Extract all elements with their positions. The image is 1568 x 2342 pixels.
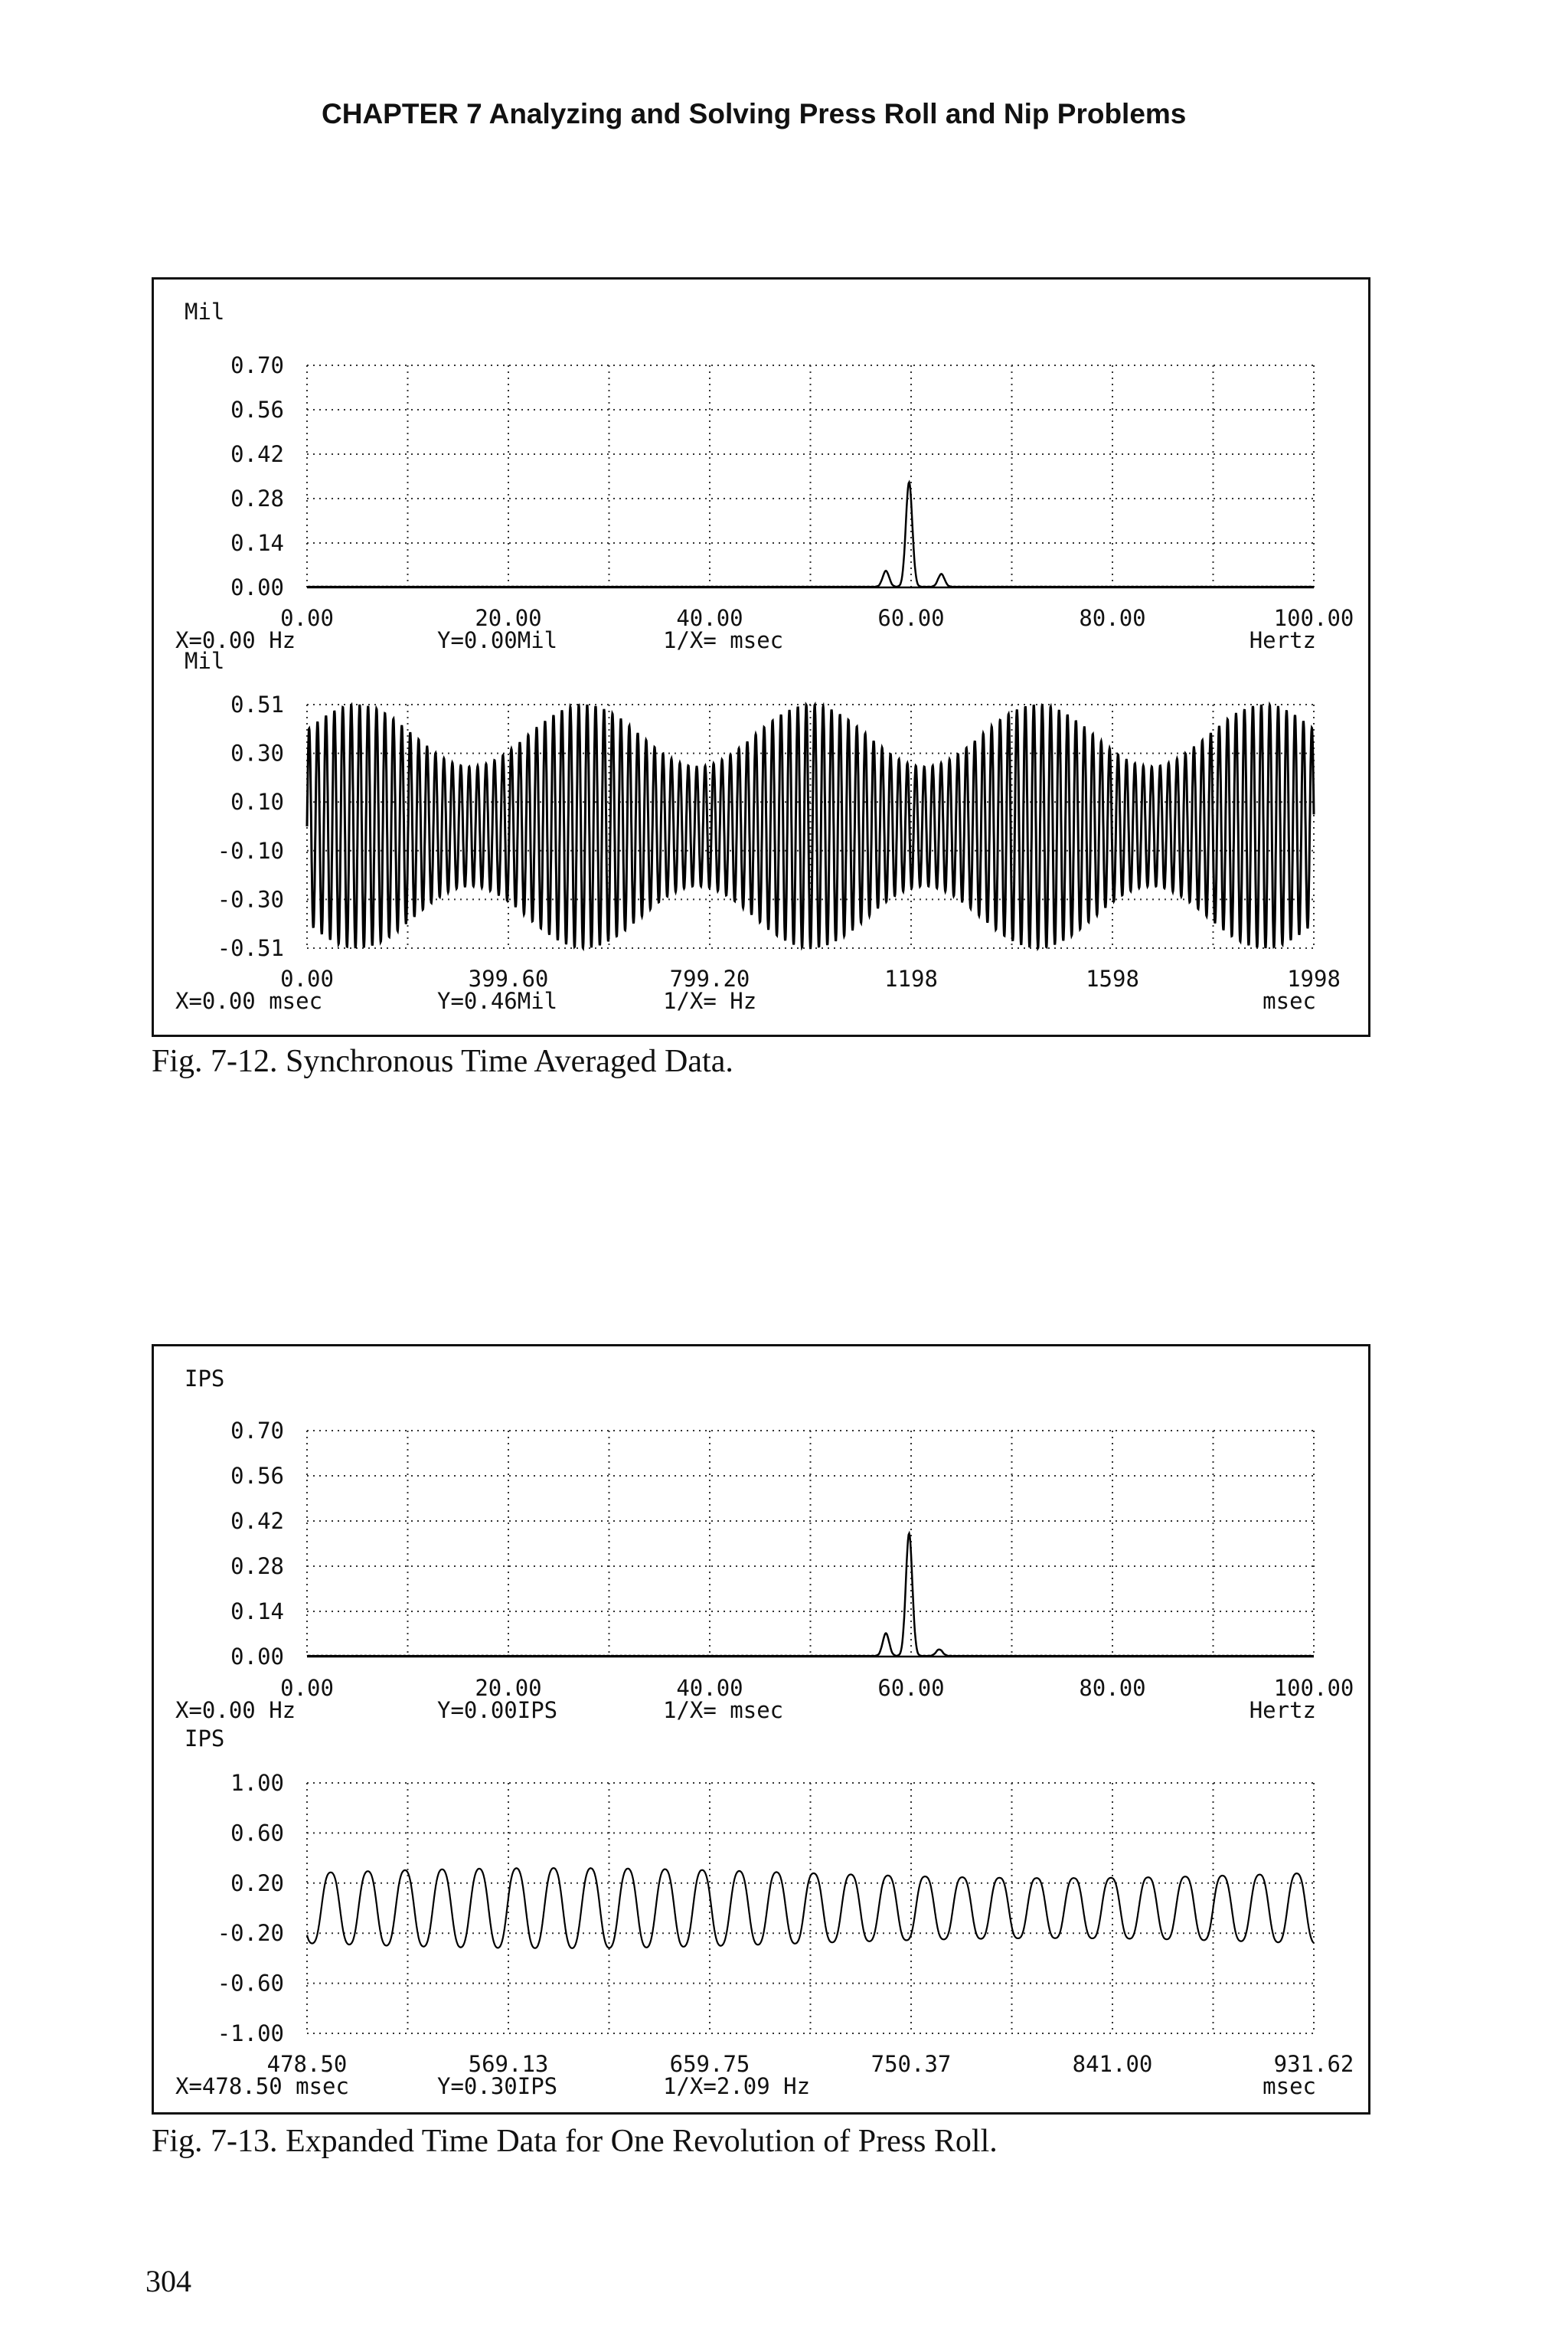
- fig0-spectrum-readout-unit: Hertz: [1249, 627, 1316, 653]
- fig1-waveform-ytick-label: -0.60: [217, 1970, 284, 1997]
- fig1-waveform-xtick-label: 931.62: [1273, 2051, 1354, 2077]
- fig0-waveform-xtick-label: 1198: [884, 966, 938, 992]
- figure-7-13-frame: [152, 1344, 1370, 2115]
- fig0-spectrum-xtick-label: 80.00: [1079, 605, 1146, 631]
- fig1-waveform-readout-inv: 1/X=2.09 Hz: [663, 2073, 811, 2099]
- fig1-spectrum-ytick-label: 0.70: [230, 1418, 284, 1444]
- fig0-waveform-unit-label: Mil: [185, 648, 225, 674]
- fig0-spectrum-ytick-label: 0.42: [230, 441, 284, 467]
- fig0-spectrum-xtick-label: 60.00: [877, 605, 945, 631]
- fig1-spectrum-xtick-label: 100.00: [1273, 1675, 1354, 1701]
- fig0-spectrum-xtick-label: 20.00: [475, 605, 542, 631]
- fig1-waveform-ytick-label: 0.20: [230, 1869, 284, 1896]
- fig0-waveform-ytick-label: -0.51: [217, 935, 284, 961]
- fig1-spectrum-ytick-label: 0.28: [230, 1553, 284, 1579]
- fig0-spectrum-ytick-label: 0.56: [230, 397, 284, 423]
- fig1-waveform-xtick-label: 478.50: [266, 2051, 348, 2077]
- fig0-spectrum-xtick-label: 40.00: [676, 605, 743, 631]
- fig0-spectrum-readout-inv: 1/X= msec: [663, 627, 784, 653]
- chapter-header: CHAPTER 7 Analyzing and Solving Press Roll and Nip Problems: [322, 98, 1187, 129]
- fig1-spectrum-readout-x: X=0.00 Hz: [175, 1697, 296, 1723]
- fig0-spectrum-ytick-label: 0.00: [230, 574, 284, 600]
- fig1-waveform-unit-label: IPS: [185, 1725, 225, 1752]
- fig1-waveform-ytick-label: -0.20: [217, 1920, 284, 1947]
- fig1-spectrum-xtick-label: 0.00: [280, 1675, 334, 1701]
- fig0-waveform-waveform-line: [307, 705, 1314, 948]
- fig0-waveform-xtick-label: 399.60: [468, 966, 549, 992]
- fig1-spectrum-readout-y: Y=0.00IPS: [437, 1697, 558, 1723]
- figure-7-13-caption: Fig. 7-13. Expanded Time Data for One Revolution of Press Roll.: [152, 2124, 998, 2159]
- fig1-waveform-ytick-label: 0.60: [230, 1820, 284, 1846]
- fig1-waveform-xtick-label: 659.75: [669, 2051, 750, 2077]
- fig0-waveform-ytick-label: 0.10: [230, 789, 284, 816]
- fig1-waveform-readout-unit: msec: [1263, 2073, 1316, 2099]
- fig0-spectrum-xtick-label: 100.00: [1273, 605, 1354, 631]
- fig1-waveform-readout-x: X=478.50 msec: [175, 2073, 349, 2099]
- fig1-spectrum-spectrum-line: [307, 1533, 1314, 1656]
- fig0-waveform-readout-y: Y=0.46Mil: [437, 988, 558, 1014]
- fig0-waveform-readout-x: X=0.00 msec: [175, 988, 323, 1014]
- fig1-spectrum-ytick-label: 0.00: [230, 1644, 284, 1670]
- fig0-spectrum-readout-y: Y=0.00Mil: [437, 627, 558, 653]
- fig0-spectrum-xtick-label: 0.00: [280, 605, 334, 631]
- fig0-waveform-ytick-label: 0.30: [230, 740, 284, 767]
- fig0-waveform-xtick-label: 1998: [1287, 966, 1341, 992]
- fig1-spectrum-ytick-label: 0.14: [230, 1598, 284, 1624]
- fig0-waveform-readout-unit: msec: [1263, 988, 1316, 1014]
- fig1-waveform-xtick-label: 750.37: [871, 2051, 952, 2077]
- fig0-waveform-xtick-label: 799.20: [669, 966, 750, 992]
- fig0-spectrum-ytick-label: 0.70: [230, 352, 284, 378]
- figure-7-12-caption: Fig. 7-12. Synchronous Time Averaged Data.: [152, 1044, 733, 1079]
- fig1-spectrum-xtick-label: 40.00: [676, 1675, 743, 1701]
- fig0-waveform-xtick-label: 1598: [1086, 966, 1139, 992]
- fig1-spectrum-xtick-label: 20.00: [475, 1675, 542, 1701]
- figure-7-13-chart: [154, 1346, 1368, 2112]
- figure-7-12-chart: [154, 280, 1368, 1035]
- page-number: 304: [145, 2264, 191, 2298]
- fig0-waveform-ytick-label: -0.10: [217, 837, 284, 864]
- fig0-spectrum-ytick-label: 0.14: [230, 530, 284, 556]
- fig0-waveform-readout-inv: 1/X= Hz: [663, 988, 757, 1014]
- fig0-spectrum-readout-x: X=0.00 Hz: [175, 627, 296, 653]
- fig1-waveform-ytick-label: 1.00: [230, 1770, 284, 1796]
- fig0-waveform-ytick-label: -0.30: [217, 886, 284, 913]
- fig1-spectrum-unit-label: IPS: [185, 1366, 225, 1392]
- fig1-waveform-ytick-label: -1.00: [217, 2020, 284, 2046]
- fig1-spectrum-readout-unit: Hertz: [1249, 1697, 1316, 1723]
- fig0-spectrum-ytick-label: 0.28: [230, 486, 284, 512]
- fig1-waveform-xtick-label: 841.00: [1072, 2051, 1153, 2077]
- fig0-waveform-xtick-label: 0.00: [280, 966, 334, 992]
- fig1-waveform-readout-y: Y=0.30IPS: [437, 2073, 558, 2099]
- fig0-waveform-ytick-label: 0.51: [230, 692, 284, 718]
- fig1-spectrum-xtick-label: 60.00: [877, 1675, 945, 1701]
- figure-7-12-frame: [152, 277, 1370, 1037]
- fig1-spectrum-ytick-label: 0.56: [230, 1463, 284, 1489]
- fig1-spectrum-readout-inv: 1/X= msec: [663, 1697, 784, 1723]
- fig0-spectrum-unit-label: Mil: [185, 299, 225, 325]
- fig1-waveform-xtick-label: 569.13: [468, 2051, 549, 2077]
- fig1-spectrum-xtick-label: 80.00: [1079, 1675, 1146, 1701]
- fig1-spectrum-ytick-label: 0.42: [230, 1508, 284, 1534]
